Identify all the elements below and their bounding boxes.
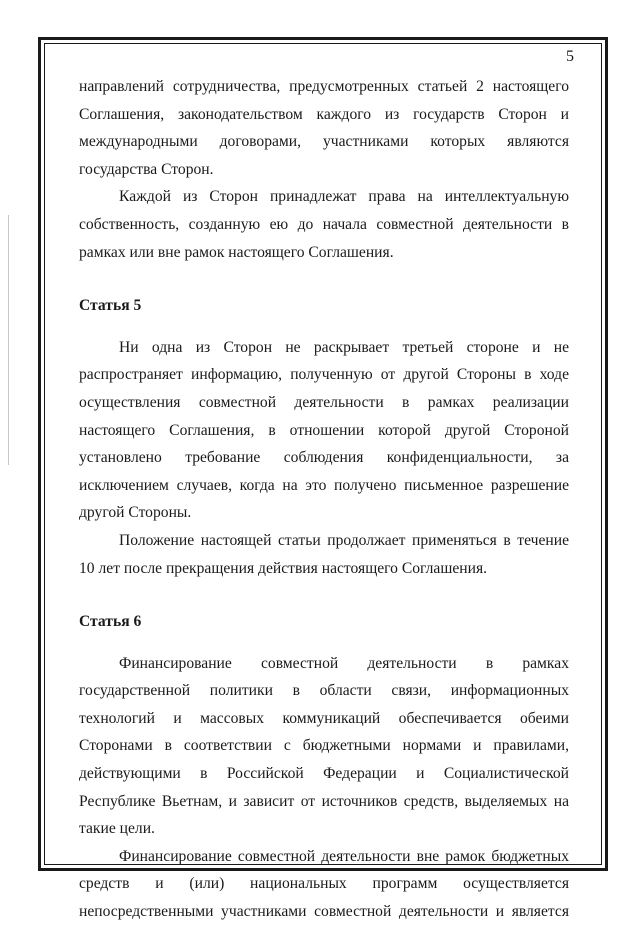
article-5-paragraph-2: Положение настоящей статьи продолжает применяться в течение 10 лет после прекращения действия настоящего Соглашения. [79,531,569,577]
paragraph-ip-rights: Каждой из Сторон принадлежат права на интеллектуальную собственность, созданную ею до начала совместной деятельности в рамках или вне рамок настоящего Соглашения. [79,188,569,261]
paragraph-continuation: направлений сотрудничества, предусмотренных статьей 2 настоящего Соглашения, законодательством каждого из государств Сторон и международными договорами, участниками которых являются государства Сторон. [79,78,569,178]
article-6-heading: Статья 6 [79,613,142,631]
scan-margin-mark [8,215,9,465]
article-6-paragraph-1: Финансирование совместной деятельности в рамках государственной политики в области связи, информационных технологий и массовых коммуникаций обеспечивается обеими Сторонами в соответствии с бюджетными нормами и правилами, действующими в Российской Федерации и Социалистической Республике Вьетнам, и зависит от источников средств, выделяемых на такие цели. [79,654,569,838]
document-body [79,73,569,926]
article-5-heading: Статья 5 [79,297,142,315]
article-6-paragraph-2: Финансирование совместной деятельности вне рамок бюджетных средств и (или) национальных программ осуществляется непосредственными участниками совместной деятельности и является [79,847,569,921]
page-number: 5 [566,48,574,65]
article-5-paragraph-1: Ни одна из Сторон не раскрывает третьей стороне и не распространяет информацию, полученную от другой Стороны в ходе осуществления совместной деятельности в рамках реализации настоящего Соглашения, в отношении которой другой Стороной установлено требование соблюдения конфиденциальности, за исключением случаев, когда на это получено письменное разрешение другой Стороны. [79,338,569,522]
